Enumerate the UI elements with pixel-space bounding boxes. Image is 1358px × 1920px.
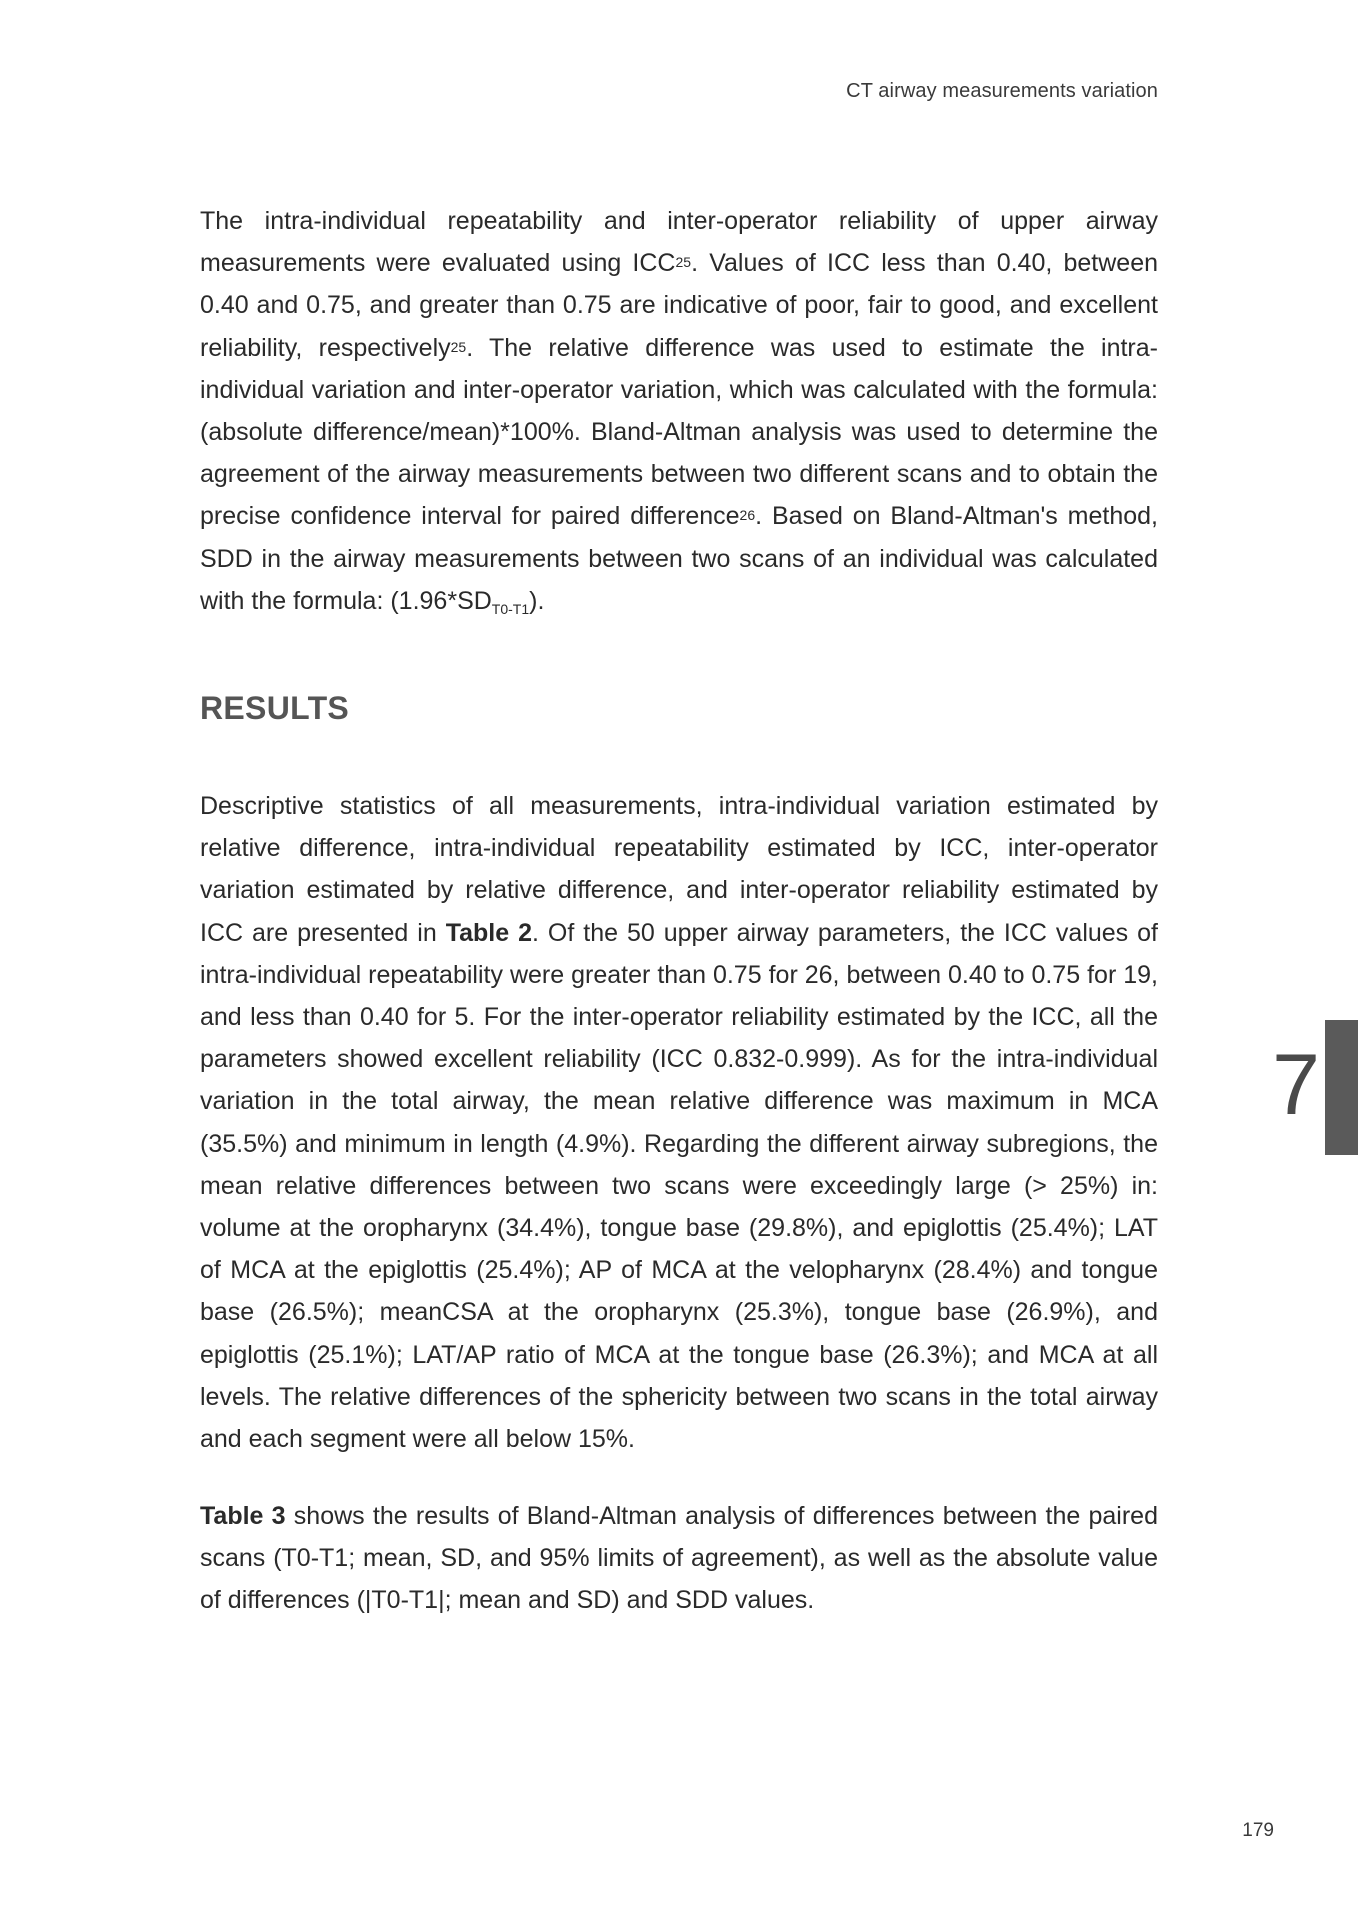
formula-subscript: T0-T1	[491, 600, 530, 617]
chapter-tab-marker	[1325, 1020, 1358, 1155]
results-heading: RESULTS	[200, 690, 350, 726]
text-segment: . Based on Bland-Altman's method, SDD in the airway measurements between two scans of an individual was calculated with the formula: (1.96*SD	[200, 502, 1158, 615]
table-3-reference: Table 3	[200, 1502, 286, 1530]
text-segment: shows the results of Bland-Altman analysis of differences between the paired scans (T0-T1; mean, SD, and 95% limits of agreement), as well as the absolute value of differences (|T0-T1|; mean and SD) and SDD values.	[200, 1502, 1158, 1615]
methods-paragraph	[200, 200, 1158, 622]
text-segment: . Values of ICC less than 0.40, between 0.40 and 0.75, and greater than 0.75 are indicative of poor, fair to good, and excellent reliability, respectively	[200, 249, 1159, 362]
reference-superscript: 25	[675, 254, 692, 271]
results-paragraph-1	[200, 785, 1158, 1460]
reference-superscript: 25	[450, 338, 467, 355]
text-segment: The intra-individual repeatability and inter-operator reliability of upper airway measurements were evaluated using ICC	[200, 207, 1158, 278]
chapter-number: 7	[1272, 1037, 1320, 1133]
text-segment: . Of the 50 upper airway parameters, the ICC values of intra-individual repeatability were greater than 0.75 for 26, between 0.40 to 0.75 for 19, and less than 0.40 for 5. For the inter-operator reliability estimated by the ICC, all the parameters showed excellent reliability (ICC 0.832-0.999). As for the intra-individual variation in the total airway, the mean relative difference was maximum in MCA (35.5%) and minimum in length (4.9%). Regarding the different airway subregions, the mean relative differences between two scans were exceedingly large (> 25%) in: volume at the oropharynx (34.4%), tongue base (29.8%), and epiglottis (25.4%); LAT of MCA at the epiglottis (25.4%); AP of MCA at the velopharynx (28.4%) and tongue base (26.5%); meanCSA at the oropharynx (25.3%), tongue base (26.9%), and epiglottis (25.1%); LAT/AP ratio of MCA at the tongue base (26.3%); and MCA at all levels. The relative differences of the sphericity between two scans in the total airway and each segment were all below 15%.	[200, 918, 1158, 1454]
text-segment: Descriptive statistics of all measurements, intra-individual variation estimated by relative difference, intra-individual repeatability estimated by ICC, inter-operator variation estimated by relative difference, and inter-operator reliability estimated by ICC are presented in	[200, 792, 1158, 947]
text-segment: . The relative difference was used to estimate the intra-individual variation and inter-operator variation, which was calculated with the formula: (absolute difference/mean)*100%. Bland-Altman analysis was used to determine the agreement of the airway measurements between two different scans and to obtain the precise confidence interval for paired difference	[200, 333, 1158, 531]
reference-superscript: 26	[739, 507, 756, 524]
running-header: CT airway measurements variation	[846, 80, 1158, 102]
text-segment: ).	[529, 586, 545, 615]
table-2-reference: Table 2	[445, 918, 532, 947]
results-paragraph-2	[200, 1495, 1158, 1622]
page-number: 179	[1242, 1820, 1274, 1841]
